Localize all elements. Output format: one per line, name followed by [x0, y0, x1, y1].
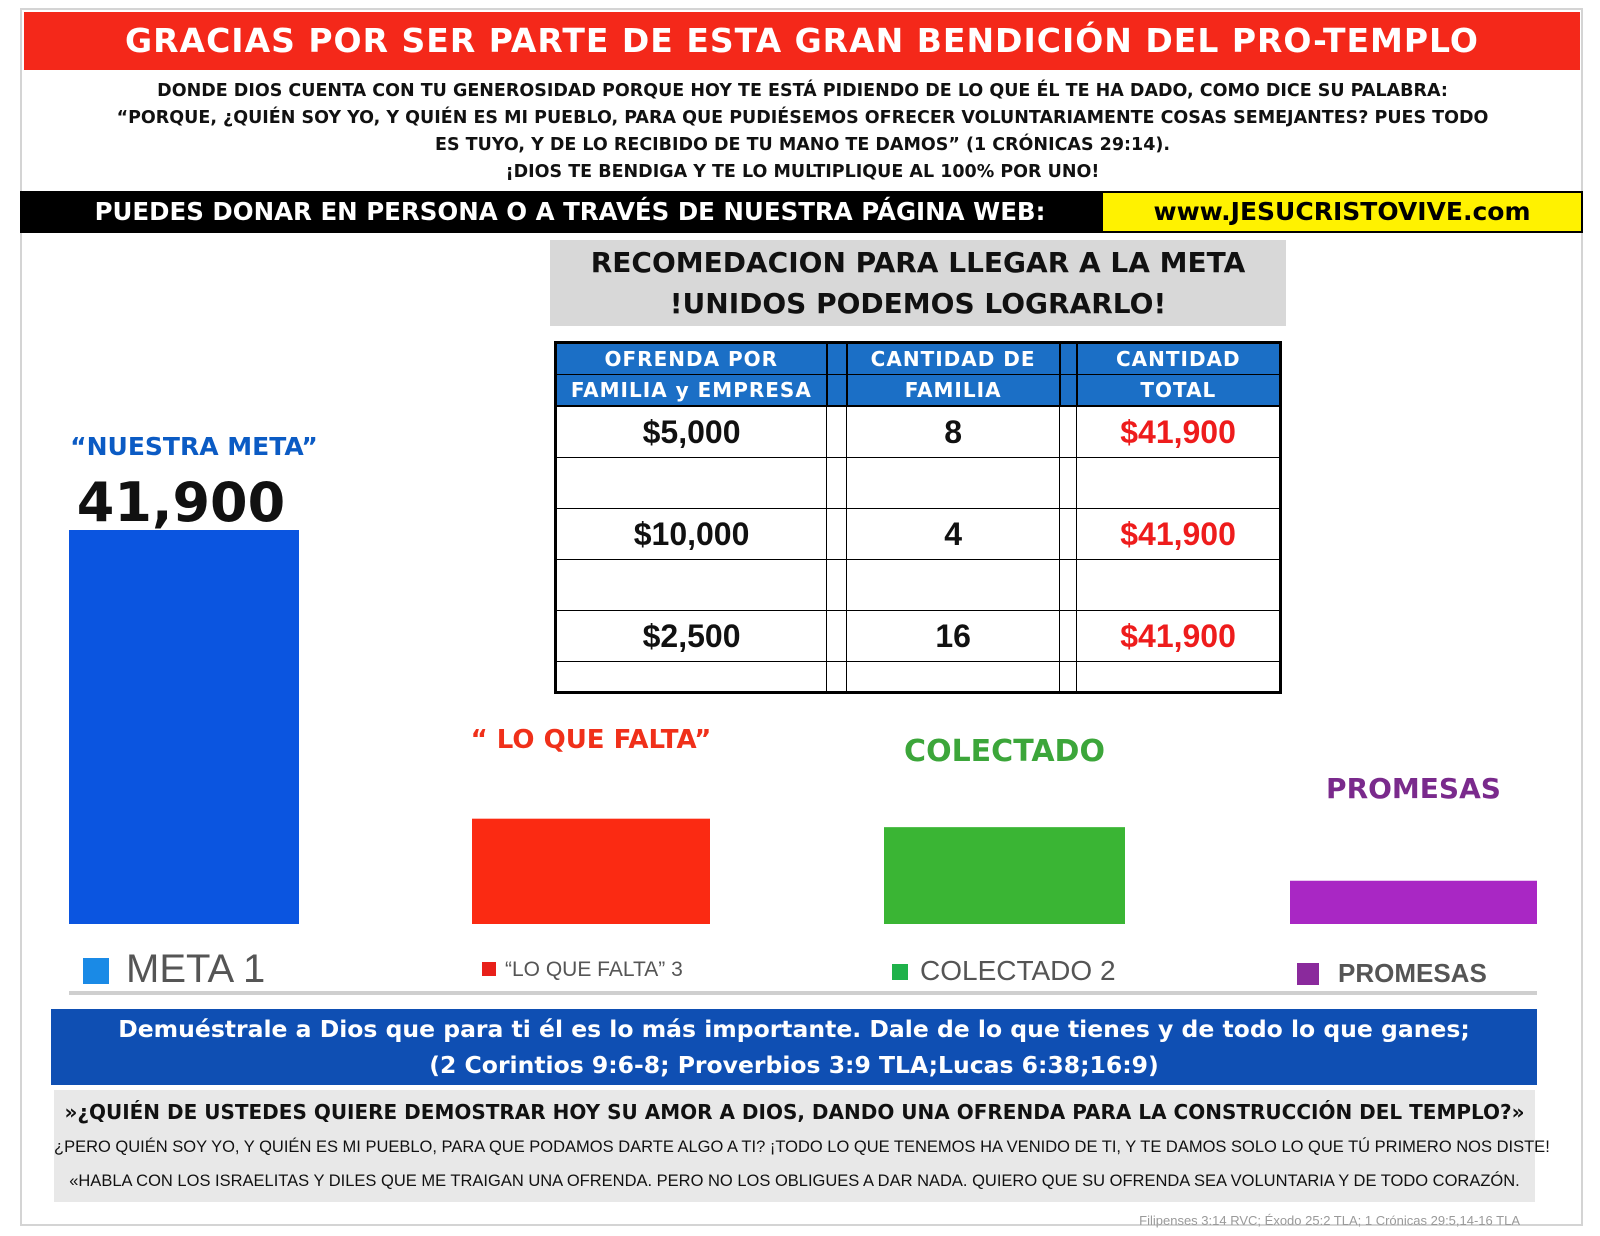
header-cantidad-sub: FAMILIA — [847, 375, 1060, 407]
cell-total: $41,900 — [1077, 611, 1281, 662]
cell-cantidad: 16 — [847, 611, 1060, 662]
footer-grey-line1: »¿QUIÉN DE USTEDES QUIERE DEMOSTRAR HOY SU AMOR A DIOS, DANDO UNA OFRENDA PARA LA CONSTRUCCIÓN DEL TEMPLO?» — [64, 1100, 1525, 1124]
header-ofrenda-sub: FAMILIA y EMPRESA — [556, 375, 827, 407]
legend-marker — [1297, 963, 1319, 985]
category-label: COLECTADO — [904, 734, 1105, 769]
bar-4 — [1290, 881, 1537, 924]
legend-marker — [482, 962, 496, 976]
bar-3 — [884, 827, 1125, 924]
category-label: “ LO QUE FALTA” — [470, 725, 712, 755]
category-label: “NUESTRA META” — [70, 432, 318, 461]
legend-label: META 1 — [126, 947, 266, 991]
page-title: GRACIAS POR SER PARTE DE ESTA GRAN BENDICIÓN DEL PRO-TEMPLO — [24, 12, 1580, 70]
bar-2 — [472, 819, 710, 924]
intro-line: “PORQUE, ¿QUIÉN SOY YO, Y QUIÉN ES MI PUEBLO, PARA QUE PUDIÉSEMOS OFRECER VOLUNTARIAMENTE COSAS SEMEJANTES? PUES TODO — [116, 108, 1489, 128]
legend-label: PROMESAS — [1338, 958, 1487, 988]
bar-1 — [69, 530, 299, 924]
chart-baseline — [69, 991, 1537, 995]
footer-quotes — [54, 1090, 1550, 1202]
footer-blue-line2: (2 Corintios 9:6-8; Proverbios 3:9 TLA;Lucas 6:38;16:9) — [429, 1051, 1159, 1079]
intro-line: DONDE DIOS CUENTA CON TU GENEROSIDAD PORQUE HOY TE ESTÁ PIDIENDO DE LO QUE ÉL TE HA DADO, COMO DICE SU PALABRA: — [157, 81, 1448, 101]
header-cantidad: CANTIDAD DE — [847, 343, 1060, 375]
intro-line: ¡DIOS TE BENDIGA Y TE LO MULTIPLIQUE AL 100% POR UNO! — [505, 162, 1100, 182]
cell-total: $41,900 — [1077, 509, 1281, 560]
cell-total: $41,900 — [1077, 406, 1281, 458]
legend-marker — [892, 964, 908, 980]
cell-ofrenda: $10,000 — [556, 509, 827, 560]
legend-label: “LO QUE FALTA” 3 — [505, 958, 683, 981]
category-label: PROMESAS — [1326, 772, 1501, 805]
references: Filipenses 3:14 RVC; Éxodo 25:2 TLA; 1 Crónicas 29:5,14-16 TLA — [1139, 1213, 1520, 1228]
footer-exhortation — [51, 1009, 1537, 1085]
header-total-sub: TOTAL — [1077, 375, 1281, 407]
recommendation-line2: !UNIDOS PODEMOS LOGRARLO! — [669, 287, 1167, 320]
donate-text: PUEDES DONAR EN PERSONA O A TRAVÉS DE NUESTRA PÁGINA WEB: — [94, 197, 1046, 226]
footer-grey-line2: ¿PERO QUIÉN SOY YO, Y QUIÉN ES MI PUEBLO, PARA QUE PODAMOS DARTE ALGO A TI? ¡TODO LO QUE TENEMOS HA VENIDO DE TI, Y TE DAMOS SOLO LO QUE TÚ PRIMERO NOS DISTE! — [54, 1138, 1550, 1156]
footer-blue-line1: Demuéstrale a Dios que para ti él es lo más importante. Dale de lo que tienes y de todo lo que ganes; — [118, 1015, 1470, 1043]
website-link[interactable]: www.JESUCRISTOVIVE.com — [1103, 193, 1581, 231]
goal-value-label: 41,900 — [76, 471, 286, 534]
cell-ofrenda: $5,000 — [556, 406, 827, 458]
header-total: CANTIDAD — [1077, 343, 1281, 375]
header-ofrenda: OFRENDA POR — [556, 343, 827, 375]
cell-ofrenda: $2,500 — [556, 611, 827, 662]
cell-cantidad: 4 — [847, 509, 1060, 560]
footer-grey-line3: «HABLA CON LOS ISRAELITAS Y DILES QUE ME TRAIGAN UNA OFRENDA. PERO NO LOS OBLIGUES A DAR NADA. QUIERO QUE SU OFRENDA SEA VOLUNTARIA Y DE TODO CORAZÓN. — [69, 1172, 1520, 1190]
recommendation-line1: RECOMEDACION PARA LLEGAR A LA META — [590, 246, 1246, 279]
legend-marker — [83, 958, 109, 984]
legend-label: COLECTADO 2 — [920, 955, 1116, 986]
cell-cantidad: 8 — [847, 406, 1060, 458]
intro-line: ES TUYO, Y DE LO RECIBIDO DE TU MANO TE DAMOS” (1 CRÓNICAS 29:14). — [434, 135, 1171, 155]
